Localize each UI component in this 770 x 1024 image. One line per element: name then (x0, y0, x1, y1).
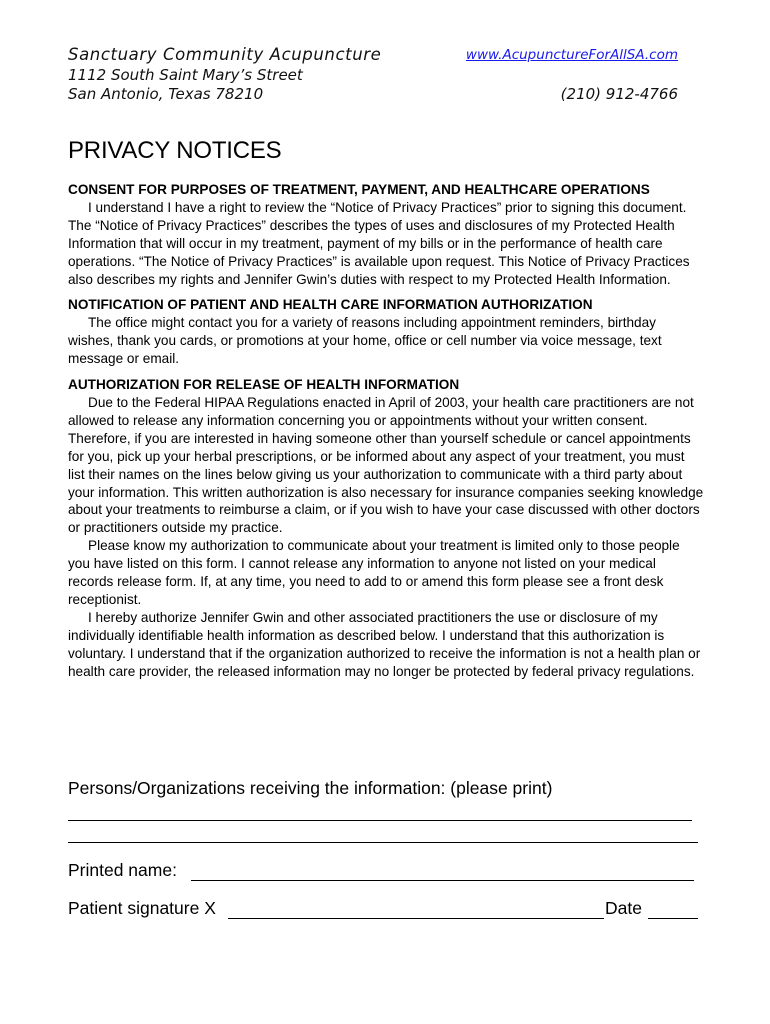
persons-label: Persons/Organizations receiving the information: (please print) (68, 778, 553, 798)
contact-info (466, 44, 678, 104)
authorization-section (68, 376, 704, 680)
persons-line-1[interactable] (68, 820, 692, 821)
section-heading: AUTHORIZATION FOR RELEASE OF HEALTH INFORMATION (68, 377, 460, 393)
section-paragraph: The office might contact you for a variety of reasons including appointment reminders, birthday wishes, thank you cards, or promotions at your home, office or cell number via voice message, text message or email. (68, 315, 662, 367)
consent-section (68, 181, 704, 288)
section-paragraph: I hereby authorize Jennifer Gwin and other associated practitioners the use or disclosure of my individually identifiable health information as described below. I understand that this authorization is voluntary. I understand that if the organization authorized to receive the information is not a health plan or health care provider, the released information may no longer be protected by federal privacy regulations. (68, 609, 701, 679)
practice-info (68, 44, 381, 104)
printed-name-line[interactable] (191, 880, 694, 881)
notification-section (68, 296, 704, 368)
section-paragraph: Due to the Federal HIPAA Regulations enacted in April of 2003, your health care practitioners are not allowed to release any information concerning you or appointments without your written consent. Therefore, if you are interested in having someone other than yourself schedule or cancel appointments for you, pick up your herbal prescriptions, or be informed about any aspect of your treatment, you must list their names on the lines below giving us your authorization to communicate with a third party about your information. This written authorization is also necessary for insurance companies seeking knowledge about your treatments to reimburse a claim, or if you wish to have your case discussed with other doctors or practitioners outside my practice. (68, 394, 704, 536)
phone-number: (210) 912-4766 (560, 85, 678, 103)
date-line[interactable] (648, 918, 698, 919)
persons-line-2[interactable] (68, 842, 698, 843)
page-title: PRIVACY NOTICES (68, 137, 282, 164)
section-heading: NOTIFICATION OF PATIENT AND HEALTH CARE INFORMATION AUTHORIZATION (68, 297, 593, 313)
address-line-1: 1112 South Saint Mary’s Street (68, 66, 303, 84)
letterhead (68, 44, 678, 106)
practice-name: Sanctuary Community Acupuncture (68, 45, 382, 64)
signature-label: Patient signature X (68, 898, 216, 918)
document-body (68, 181, 704, 680)
printed-name-label: Printed name: (68, 860, 177, 880)
address-line-2: San Antonio, Texas 78210 (68, 85, 264, 103)
date-label: Date (605, 898, 642, 918)
signature-line[interactable] (228, 918, 604, 919)
section-paragraph: Please know my authorization to communicate about your treatment is limited only to those people you have listed on this form. I cannot release any information to anyone not listed on your medical records release form. If, at any time, you need to add to or amend this form please see a front desk receptionist. (68, 538, 680, 607)
website-link[interactable]: www.AcupunctureForAllSA.com (465, 47, 678, 63)
section-heading: CONSENT FOR PURPOSES OF TREATMENT, PAYMENT, AND HEALTHCARE OPERATIONS (68, 182, 650, 197)
section-paragraph: I understand I have a right to review the “Notice of Privacy Practices” prior to signing this document. The “Notice of Privacy Practices” describes the types of uses and disclosures of my Protected Health Information that will occur in my treatment, payment of my bills or in the performance of health care operations. “The Notice of Privacy Practices” is available upon request. This Notice of Privacy Practices also describes my rights and Jennifer Gwin’s duties with respect to my Protected Health Information. (68, 199, 690, 287)
